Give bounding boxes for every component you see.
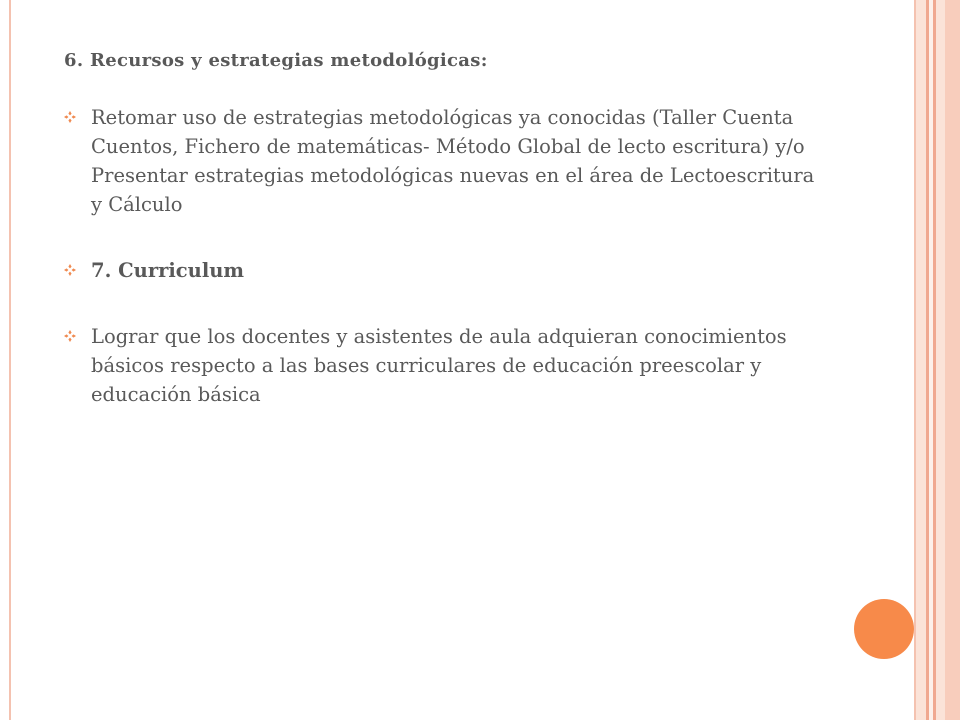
bullet-item — [64, 256, 824, 285]
left-frame-line — [9, 0, 11, 720]
slide-heading: 6. Recursos y estrategias metodológicas: — [64, 50, 488, 71]
right-decorative-stripes — [914, 0, 960, 720]
diamond-bullet-icon — [64, 264, 76, 276]
stripe — [916, 0, 926, 720]
diamond-bullet-icon — [64, 330, 76, 342]
diamond-bullet-icon — [64, 111, 76, 123]
slide-content — [64, 50, 824, 446]
bullet-text: Lograr que los docentes y asistentes de aula adquieran conocimientos básicos respecto a las bases curriculares de educación preescolar y educación básica — [91, 325, 787, 406]
orange-circle-decoration — [854, 599, 914, 659]
bullet-text: 7. Curriculum — [91, 259, 245, 282]
bullet-item — [64, 322, 824, 409]
bullet-item — [64, 103, 824, 219]
bullet-text: Retomar uso de estrategias metodológicas ya conocidas (Taller Cuenta Cuentos, Fichero de matemáticas- Método Global de lecto escritura) y/o Presentar estrategias metodológicas nuevas en el área de Lectoescritura y Cálculo — [91, 106, 815, 216]
stripe — [945, 0, 960, 720]
stripe — [936, 0, 945, 720]
